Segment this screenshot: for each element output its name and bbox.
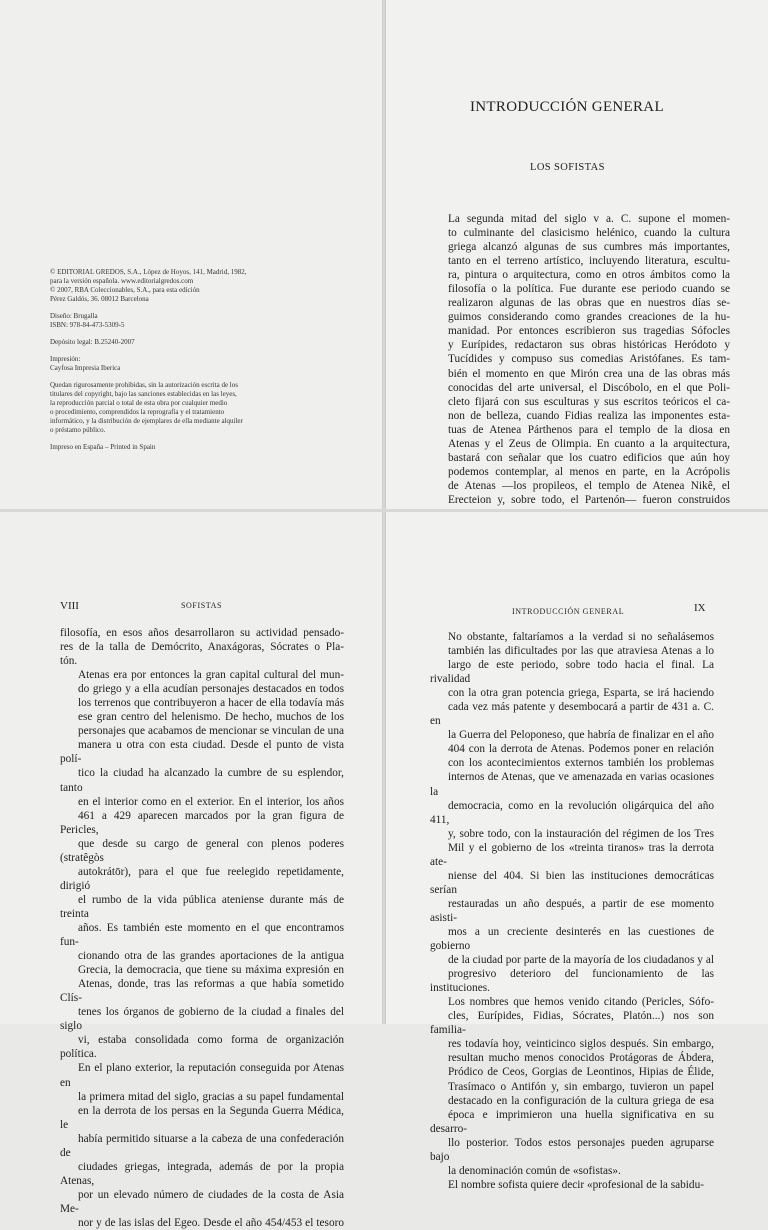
running-head-viii: SOFISTAS [181, 601, 223, 610]
text-line: tón. [60, 655, 78, 668]
text-line: bién el momento en que Mirón crea una de las obras más [448, 367, 730, 380]
text-line: manidad. Por entonces escribieron sus tragedias Sófocles [448, 325, 730, 338]
text-line: tico la ciudad ha alcanzado la cumbre de su esplendor, tanto [60, 767, 344, 794]
text-line: Tucídides y compuso sus comedias Aristófanes. Es tam- [448, 353, 730, 366]
text-line: Pródico de Ceos, Gorgias de Leontinos, Hipias de Élide, [448, 1066, 714, 1079]
text-line: ese gran centro del helenismo. De hecho, muchos de los [78, 711, 344, 724]
text-line: res de la talla de Demócrito, Anaxágoras, Sócrates o Pla- [60, 641, 344, 654]
printing-label: Impresión: [50, 355, 81, 363]
text-line: podemos contemplar, al menos en parte, en la Acrópolis [448, 465, 730, 478]
text-line: cles, Eurípides, Fidias, Sócrates, Platón...) nos son familia- [430, 1010, 714, 1037]
text-line: que desde su cargo de general con plenos poderes (stratêgòs [60, 837, 344, 864]
text-line: la primera mitad del siglo, gracias a su papel fundamental [78, 1090, 344, 1103]
text-line: Grecia, la democracia, que tiene su máxima expresión en [78, 964, 344, 977]
page-viii-body-text [60, 626, 344, 1230]
text-line: filosofía o la política. Fue durante ese periodo cuando se [448, 283, 730, 296]
paragraph [430, 995, 714, 1178]
text-line: años. Es también este momento en el que encontramos fun- [60, 921, 344, 949]
text-line: autokrátōr), para el que fue reelegido repetidamente, dirigió [60, 865, 344, 892]
text-line: con la otra gran potencia griega, Esparta, se irá haciendo [448, 687, 714, 700]
chapter-title: INTRODUCCIÓN GENERAL [470, 99, 664, 115]
text-line: resultan mucho menos conocidos Protágoras de Ábdera, [448, 1052, 714, 1065]
text-line: non de belleza, cuando Fidias realiza las imponentes esta- [448, 409, 730, 422]
printing-info [50, 355, 345, 373]
text-line: No obstante, faltaríamos a la verdad si no señalásemos [448, 631, 714, 643]
text-line: largo de este periodo, sobre todo hacia el final. La rivalidad [430, 659, 714, 686]
text-line: en el interior como en el exterior. En el interior, los años [78, 795, 344, 808]
legal-deposit [50, 338, 345, 347]
text-line: Atenas, donde, tras las reformas a que había sometido Clís- [60, 978, 344, 1005]
rights-line: o préstamo público. [50, 426, 106, 434]
text-line: vi, estaba consolidada como forma de organización política. [60, 1034, 344, 1061]
text-line: Atenas y el Zeus de Olimpia. En cuanto a la arquitectura, [448, 437, 730, 450]
bottom-spread [0, 512, 768, 1229]
paragraph [430, 1178, 714, 1192]
text-line: destacado en la configuración de la cultura griega de esa [448, 1094, 714, 1107]
text-line: el rumbo de la vida pública ateniense durante más de treinta [60, 893, 344, 920]
page-number-viii: VIII [60, 600, 79, 612]
text-line: la denominación común de «sofistas». [448, 1164, 621, 1177]
text-line: llo posterior. Todos estos personajes pueden agruparse bajo [430, 1136, 714, 1163]
text-line: de Atenas —los propileos, el templo de Atenea Nikê, el [448, 479, 730, 492]
top-spread [0, 0, 768, 512]
text-line: to culminante del clasicismo helénico, cuando la cultura [448, 227, 730, 240]
text-line: personajes que acabamos de mencionar se vinculan de una [78, 725, 344, 738]
text-line: y Eurípides, redactaron sus obras históricas Heródoto y [448, 339, 730, 352]
text-line: realizaron algunas de las obras que en nuestros días se- [448, 297, 730, 310]
text-line: cada vez más patente y desembocará a partir de 431 a. C. en [430, 701, 714, 728]
text-line: nor y de las islas del Egeo. Desde el año 454/453 el tesoro [78, 1216, 344, 1229]
text-line: restauradas un año después, a partir de ese momento asisti- [430, 897, 714, 924]
rights-line: titulares del copyright, bajo las sanciones establecidas en las leyes, [50, 390, 237, 398]
text-line: progresivo deterioro del funcionamiento de las instituciones. [430, 968, 714, 995]
text-line: Erecteion y, sobre todo, el Partenón— fueron construidos [448, 493, 730, 506]
text-line: La segunda mitad del siglo v a. C. supone el momen- [448, 213, 730, 225]
copyright-line: para la versión española. www.editorialgredos.com [50, 277, 194, 285]
printed-in [50, 443, 345, 452]
intro-body-text [430, 212, 730, 521]
printer-name: Cayfosa Impresia Iberica [50, 364, 121, 372]
text-line: En el plano exterior, la reputación conseguida por Atenas en [60, 1062, 344, 1089]
text-line: ciudades griegas, integrada, además de por la propia Atenas, [60, 1160, 344, 1187]
text-line: El nombre sofista quiere decir «profesional de la sabidu- [448, 1178, 704, 1191]
legal-deposit-text: Depósito legal: B.25240-2007 [50, 338, 135, 346]
text-line: 461 a 429 aparecen marcados por la gran figura de Pericles, [60, 809, 344, 836]
paragraph [60, 626, 344, 668]
text-line: guimos considerando como grandes creaciones de la hu- [448, 311, 730, 324]
section-subtitle: LOS SOFISTAS [530, 162, 605, 173]
text-line: griega alcanzó algunas de sus cumbres más importantes, [448, 241, 730, 254]
rights-line: o procedimiento, comprendidos la reprografía y el tratamiento [50, 408, 225, 416]
text-line: do griego y a ella acudían personajes destacados en todos [78, 683, 344, 696]
page-ix-body-text [430, 630, 714, 1192]
text-line: bastará con señalar que los cuatro edificios que aún hoy [448, 451, 730, 464]
text-line: tanto en el terreno artístico, incluyendo literatura, escultu- [448, 255, 730, 268]
text-line: 404 con la derrota de Atenas. Podemos poner en relación [448, 743, 714, 756]
text-line: y, sobre todo, con la instauración del régimen de los Tres [448, 827, 714, 840]
rights-line: Quedan rigurosamente prohibidas, sin la autorización escrita de los [50, 381, 238, 389]
text-line: había permitido situarse a la cabeza de una confederación de [60, 1132, 344, 1159]
text-line: tenes los órganos de gobierno de la ciudad a finales del siglo [60, 1006, 344, 1033]
text-line: internos de Atenas, que ve amenazada en varias ocasiones la [430, 771, 714, 798]
text-line: manera u otra con esta ciudad. Desde el punto de vista polí- [60, 739, 344, 766]
rights-line: la reproducción parcial o total de esta obra por cualquier medio [50, 399, 228, 407]
text-line: niense del 404. Si bien las instituciones democráticas serían [430, 869, 714, 896]
text-line: conocidas del arte universal, el Discóbolo, en el que Poli- [448, 381, 730, 394]
text-line: en la derrota de los persas en la Segunda Guerra Médica, le [60, 1104, 344, 1131]
paragraph [430, 212, 730, 521]
text-line: Trasímaco o Antifón y, sin embargo, tuvieron un papel [448, 1080, 714, 1093]
text-line: democracia, como en la revolución oligárquica del año 411, [430, 799, 714, 826]
text-line: tuas de Atenea Párthenos para el templo de la diosa en [448, 423, 730, 436]
isbn: ISBN: 978-84-473-5309-5 [50, 321, 125, 329]
text-line: los terrenos que contribuyeron a hacer de ella todavía más [78, 697, 344, 710]
text-line: res todavía hoy, veinticinco siglos después. Sin embargo, [448, 1038, 714, 1051]
publisher-info [50, 268, 345, 304]
page-number-ix: IX [694, 602, 706, 614]
text-line: de la ciudad por parte de la mayoría de los ciudadanos y al [448, 954, 714, 967]
text-line: ra, pintura o arquitectura, como en otros ámbitos como la [448, 269, 730, 282]
printed-in-text: Impreso en España – Printed in Spain [50, 443, 156, 451]
rights-line: informático, y la distribución de ejemplares de ella mediante alquiler [50, 417, 243, 425]
text-line: cionando otra de las grandes aportaciones de la antigua [78, 950, 344, 963]
text-line: la Guerra del Peloponeso, que habría de finalizar en el año [448, 729, 714, 742]
text-line: mos a un creciente desinterés en las cuestiones de gobierno [430, 925, 714, 953]
rights-notice [50, 381, 345, 435]
design-credit: Diseño: Brugalla [50, 312, 98, 320]
copyright-line: © 2007, RBA Coleccionables, S.A., para esta edición [50, 286, 200, 294]
copyright-block [50, 268, 345, 460]
text-line: filosofía, en esos años desarrollaron su actividad pensado- [60, 627, 344, 639]
running-head-ix: INTRODUCCIÓN GENERAL [512, 607, 625, 616]
text-line: por un elevado número de ciudades de la costa de Asia Me- [60, 1188, 344, 1215]
copyright-page [0, 0, 382, 512]
text-line: con los acontecimientos externos también los problemas [448, 757, 714, 770]
paragraph [430, 630, 714, 995]
design-info [50, 312, 345, 330]
text-line: también las dificultades por las que atraviesa Atenas a lo [448, 645, 714, 658]
text-line: época e imprimieron una huella significativa en su desarro- [430, 1108, 714, 1135]
paragraph [60, 668, 344, 1230]
text-line: cleto fijará con sus esculturas y sus escritos teóricos el ca- [448, 395, 730, 408]
copyright-line: Pérez Galdós, 36. 08012 Barcelona [50, 295, 149, 303]
copyright-line: © EDITORIAL GREDOS, S.A., López de Hoyos, 141, Madrid, 1982, [50, 268, 247, 276]
text-line: Atenas era por entonces la gran capital cultural del mun- [78, 669, 344, 682]
text-line: Mil y el gobierno de los «treinta tiranos» tras la derrota ate- [430, 841, 714, 868]
text-line: Los nombres que hemos venido citando (Pericles, Sófo- [448, 996, 714, 1009]
